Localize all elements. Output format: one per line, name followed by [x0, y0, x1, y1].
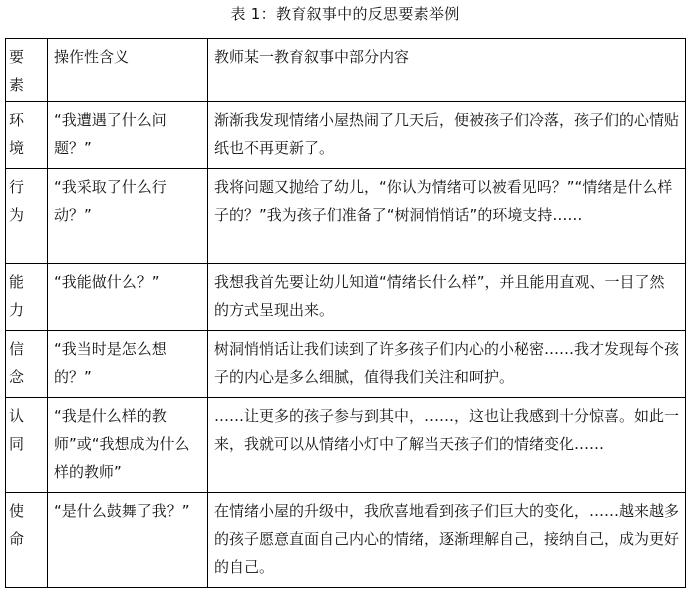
table-row — [6, 264, 686, 331]
header-meaning: 操作性含义 — [48, 39, 208, 102]
table-caption: 表 1：教育叙事中的反思要素举例 — [230, 5, 460, 23]
row-element: 行为 — [6, 169, 48, 264]
table-row — [6, 398, 686, 493]
row-element: 认同 — [6, 398, 48, 493]
row-content: 渐渐我发现情绪小屋热闹了几天后，便被孩子们冷落，孩子们的心情贴纸也不再更新了。 — [208, 102, 686, 169]
row-content: 我将问题又抛给了幼儿，“你认为情绪可以被看见吗？”“情绪是什么样子的？”我为孩子们准备了“树洞悄悄话”的环境支持…… — [208, 169, 686, 264]
header-content: 教师某一教育叙事中部分内容 — [208, 39, 686, 102]
table-row — [6, 102, 686, 169]
row-meaning: “是什么鼓舞了我？” — [48, 493, 208, 588]
row-meaning: “我采取了什么行动？” — [48, 169, 208, 264]
row-element: 信念 — [6, 331, 48, 398]
row-meaning: “我能做什么？” — [48, 264, 208, 331]
table-row — [6, 493, 686, 588]
row-element: 使命 — [6, 493, 48, 588]
table-header-row — [6, 39, 686, 102]
row-meaning: “我是什么样的教师”或“我想成为什么样的教师” — [48, 398, 208, 493]
row-content: 树洞悄悄话让我们读到了许多孩子们内心的小秘密……我才发现每个孩子的内心是多么细腻，值得我们关注和呵护。 — [208, 331, 686, 398]
reflection-elements-table — [5, 38, 686, 588]
table-row — [6, 331, 686, 398]
row-content: 在情绪小屋的升级中，我欣喜地看到孩子们巨大的变化，……越来越多的孩子愿意直面自己内心的情绪，逐渐理解自己，接纳自己，成为更好的自己。 — [208, 493, 686, 588]
row-meaning: “我当时是怎么想的？” — [48, 331, 208, 398]
row-content: ……让更多的孩子参与到其中，……，这也让我感到十分惊喜。如此一来，我就可以从情绪小灯中了解当天孩子们的情绪变化…… — [208, 398, 686, 493]
row-content: 我想我首先要让幼儿知道“情绪长什么样”，并且能用直观、一目了然的方式呈现出来。 — [208, 264, 686, 331]
header-element: 要素 — [6, 39, 48, 102]
row-meaning: “我遭遇了什么问题？” — [48, 102, 208, 169]
row-element: 环境 — [6, 102, 48, 169]
table-row — [6, 169, 686, 264]
row-element: 能力 — [6, 264, 48, 331]
